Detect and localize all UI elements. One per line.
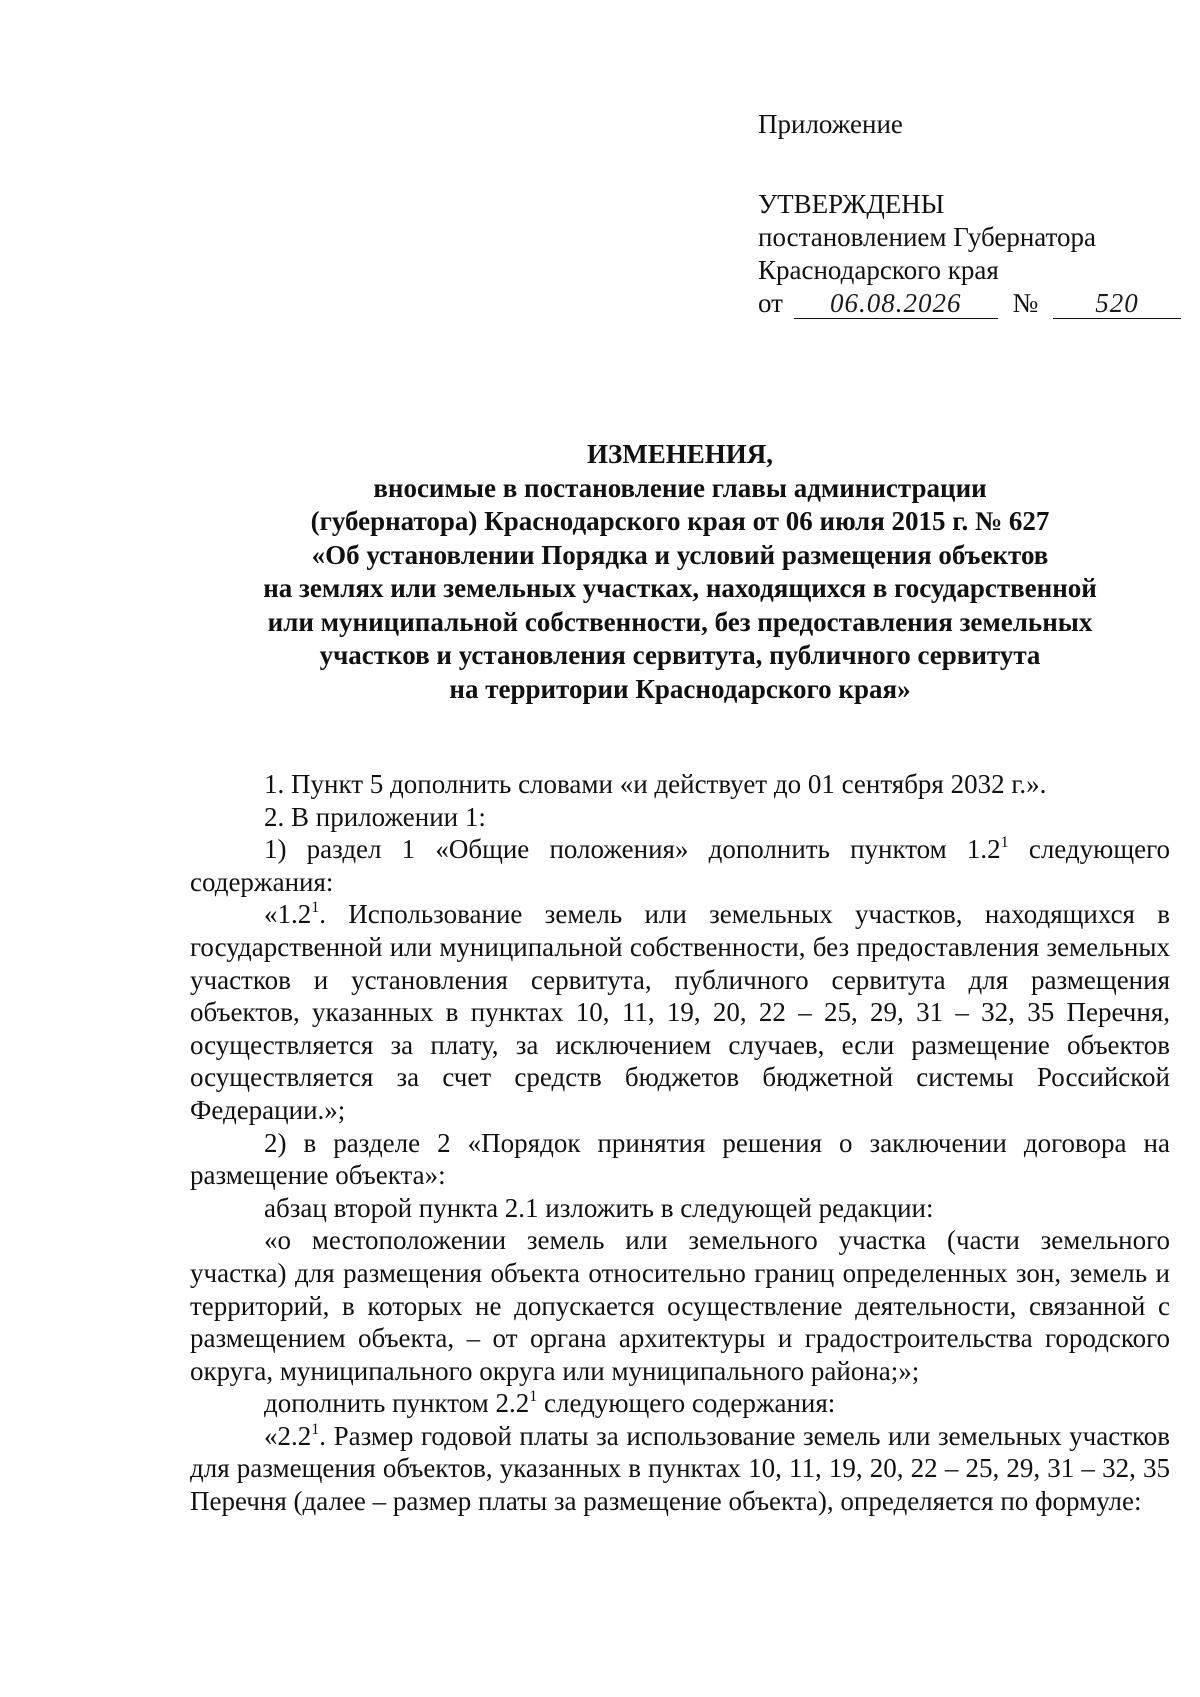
heading-line: или муниципальной собственности, без предоставления земельных [267,606,1093,637]
approval-block [758,108,1178,320]
heading-line: на территории Краснодарского края» [449,673,911,704]
paragraph-section-2-change: 2) в разделе 2 «Порядок принятия решения о заключении договора на размещение объекта»: [190,1127,1170,1191]
heading-line: на землях или земельных участках, находящихся в государственной [263,573,1097,603]
paragraph-section-1-change: 1) раздел 1 «Общие положения» дополнить пунктом $1.2^1$ следующего содержания: [190,834,1171,897]
paragraph-clause-1-2-1: «$1.2^1$. Использование земель или земельных участков, находящихся в государственной или муниципальной собственности, без предоставления земельных участков и установления сервитута, публичного сервитута для размещения объектов, указанных в пунктах 10, 11, 19, 20, 22 – 25, 29, 31 – 32, 35 Перечня, осуществляется за плату, за исключением случаев, если размещение объектов осуществляется за счет средств бюджетов бюджетной системы Российской Федерации.»; [190,899,1170,1125]
paragraph-item-1: 1. Пункт 5 дополнить словами «и действует до 01 сентября 2032 г.». [264,769,1047,799]
paragraph-clause-2-2-1-intro: дополнить пунктом $2.2^1$ следующего содержания: [264,1388,836,1419]
approved-label: УТВЕРЖДЕНЫ [758,189,945,219]
handwritten-number: 520 [1053,288,1181,319]
paragraph-clause-2-1-text: «о местоположении земель или земельного участка (части земельного участка) для размещения объекта относительно границ определенных зон, земель и территорий, в которых не допускается осуществление деятельности, связанной с размещением объекта, – от органа архитектуры и градостроительства городского округа, муниципального округа или муниципального района;»; [190,1225,1170,1386]
paragraph-item-2: 2. В приложении 1: [264,801,486,832]
number-prefix: № [1012,288,1039,318]
date-number-line [758,287,1178,320]
date-prefix: от [758,288,783,318]
document-heading [190,438,1170,706]
paragraph-clause-2-1-intro: абзац второй пункта 2.1 изложить в следующей редакции: [264,1192,934,1223]
approved-by-line-1: постановлением Губернатора [758,222,1096,252]
heading-line: (губернатора) Краснодарского края от 06 июля 2015 г. № 627 [310,506,1050,536]
handwritten-date: 06.08.2026 [794,288,998,319]
heading-title: ИЗМЕНЕНИЯ, [586,439,773,469]
heading-line: «Об установлении Порядка и условий размещения объектов [311,539,1049,570]
approved-by-line-2: Краснодарского края [758,255,999,285]
appendix-label: Приложение [758,109,903,139]
paragraph-clause-2-2-1-text: «$2.2^1$. Размер годовой платы за использование земель или земельных участков для размещения объектов, указанных в пунктах 10, 11, 19, 20, 22 – 25, 29, 31 – 32, 35 Перечня (далее – размер платы за размещение объекта), определяется по формуле: [190,1420,1170,1517]
heading-line: участков и установления сервитута, публичного сервитута [319,640,1041,670]
heading-line: вносимые в постановление главы администрации [373,472,987,503]
document-body [190,768,1170,1518]
